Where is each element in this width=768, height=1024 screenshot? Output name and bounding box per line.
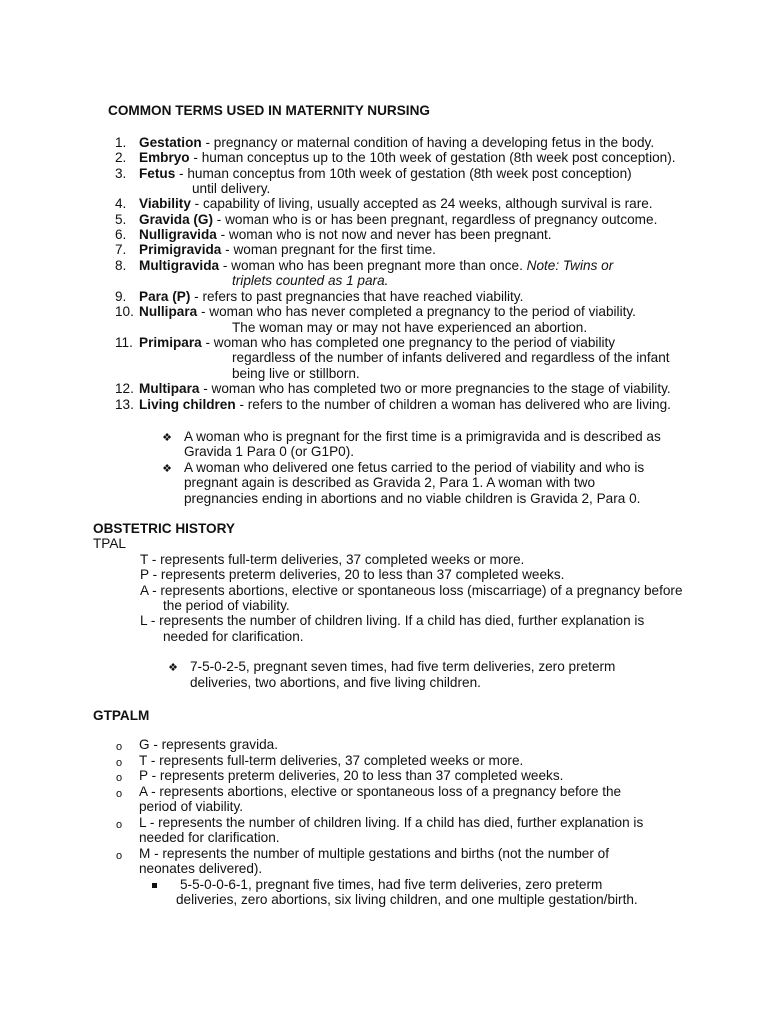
definition: - woman who has completed one pregnancy to the period of viability — [201, 335, 616, 350]
definition-continued: until delivery. — [192, 181, 271, 196]
list-number: 10. — [115, 304, 134, 319]
gtpalm-item: G - represents gravida. — [139, 737, 279, 752]
section-title-obstetric-history: OBSTETRIC HISTORY — [93, 521, 235, 536]
circle-bullet-icon: o — [115, 788, 123, 800]
list-item-primipara — [139, 335, 615, 351]
list-number: 3. — [115, 166, 127, 181]
term: Primipara — [139, 335, 202, 350]
list-item-primigravida — [139, 242, 436, 258]
list-item-para — [139, 289, 523, 305]
note-line: A woman who is pregnant for the first time is a primigravida and is described as — [184, 429, 661, 444]
diamond-bullet-icon: ❖ — [162, 432, 172, 444]
list-item-multipara — [139, 381, 671, 397]
circle-bullet-icon: o — [115, 772, 123, 784]
list-number: 8. — [115, 258, 127, 273]
term: Fetus — [139, 166, 176, 181]
gtpalm-item-continued: neonates delivered). — [139, 861, 263, 876]
note-line: Gravida 1 Para 0 (or G1P0). — [184, 444, 354, 459]
list-item-nulligravida — [139, 227, 552, 243]
circle-bullet-icon: o — [115, 741, 123, 753]
circle-bullet-icon: o — [115, 850, 123, 862]
gtpalm-item: M - represents the number of multiple gestations and births (not the number of — [139, 846, 609, 861]
note-line: pregnancies ending in abortions and no viable children is Gravida 2, Para 0. — [184, 491, 641, 506]
note: Note: Twins or — [526, 258, 614, 273]
list-number: 7. — [115, 242, 127, 257]
gtpalm-example-line: 5-5-0-0-6-1, pregnant five times, had five term deliveries, zero preterm — [180, 877, 603, 892]
list-item-fetus — [139, 166, 632, 182]
term: Multigravida — [139, 258, 220, 273]
square-bullet-icon — [152, 883, 157, 888]
list-number: 12. — [115, 381, 134, 396]
term: Gravida (G) — [139, 212, 214, 227]
tpal-item: T - represents full-term deliveries, 37 completed weeks or more. — [140, 552, 525, 567]
gtpalm-item: A - represents abortions, elective or spontaneous loss of a pregnancy before the — [139, 784, 622, 799]
circle-bullet-icon: o — [115, 757, 123, 769]
definition: - refers to past pregnancies that have reached viability. — [190, 289, 524, 304]
gtpalm-example-line: deliveries, zero abortions, six living children, and one multiple gestation/birth. — [176, 892, 638, 907]
term: Embryo — [139, 150, 190, 165]
definition: - human conceptus up to the 10th week of gestation (8th week post conception). — [189, 150, 676, 165]
list-item-gravida — [139, 212, 657, 228]
definition: - woman pregnant for the first time. — [221, 242, 436, 257]
definition: - woman who is not now and never has been pregnant. — [216, 227, 552, 242]
list-number: 6. — [115, 227, 127, 242]
tpal-item-continued: needed for clarification. — [163, 629, 304, 644]
definition: - refers to the number of children a woman has delivered who are living. — [235, 397, 671, 412]
gtpalm-item: L - represents the number of children living. If a child has died, further explanation is — [139, 815, 644, 830]
section-subtitle-tpal: TPAL — [93, 536, 126, 551]
term: Para (P) — [139, 289, 191, 304]
list-item-embryo — [139, 150, 676, 166]
list-number: 1. — [115, 135, 127, 150]
term: Gestation — [139, 135, 202, 150]
section-title-gtpalm: GTPALM — [93, 708, 150, 723]
definition: - pregnancy or maternal condition of having a developing fetus in the body. — [201, 135, 655, 150]
list-number: 13. — [115, 397, 134, 412]
tpal-item: L - represents the number of children living. If a child has died, further explanation is — [140, 613, 645, 628]
definition: - capability of living, usually accepted as 24 weeks, although survival is rare. — [190, 196, 653, 211]
circle-bullet-icon: o — [115, 819, 123, 831]
list-number: 2. — [115, 150, 127, 165]
note-line: A woman who delivered one fetus carried to the period of viability and who is — [184, 460, 645, 475]
tpal-item-continued: the period of viability. — [163, 598, 290, 613]
definition: - woman who has never completed a pregnancy to the period of viability. — [197, 304, 636, 319]
term: Living children — [139, 397, 236, 412]
definition-continued: being live or stillborn. — [232, 366, 360, 381]
list-item-gestation — [139, 135, 654, 151]
list-item-living-children — [139, 397, 671, 413]
list-number: 5. — [115, 212, 127, 227]
definition: - human conceptus from 10th week of gestation (8th week post conception) — [175, 166, 632, 181]
definition-continued: The woman may or may not have experienced an abortion. — [232, 320, 588, 335]
list-number: 4. — [115, 196, 127, 211]
definition-continued: regardless of the number of infants delivered and regardless of the infant — [232, 350, 670, 365]
tpal-item: P - represents preterm deliveries, 20 to less than 37 completed weeks. — [140, 567, 565, 582]
note-line: pregnant again is described as Gravida 2, Para 1. A woman with two — [184, 475, 596, 490]
diamond-bullet-icon: ❖ — [162, 463, 172, 475]
diamond-bullet-icon: ❖ — [168, 662, 178, 674]
list-item-viability — [139, 196, 653, 212]
gtpalm-item: T - represents full-term deliveries, 37 completed weeks or more. — [139, 753, 524, 768]
term: Primigravida — [139, 242, 222, 257]
list-number: 11. — [115, 335, 133, 350]
tpal-item: A - represents abortions, elective or spontaneous loss (miscarriage) of a pregnancy before — [140, 583, 683, 598]
term: Multipara — [139, 381, 200, 396]
gtpalm-item-continued: needed for clarification. — [139, 830, 280, 845]
tpal-example-line: deliveries, two abortions, and five living children. — [190, 675, 481, 690]
section-title-terms: COMMON TERMS USED IN MATERNITY NURSING — [108, 103, 430, 118]
term: Nulligravida — [139, 227, 217, 242]
term: Viability — [139, 196, 191, 211]
list-item-nullipara — [139, 304, 636, 320]
note-continued: triplets counted as 1 para. — [232, 273, 389, 288]
list-item-multigravida — [139, 258, 613, 274]
definition: - woman who is or has been pregnant, regardless of pregnancy outcome. — [213, 212, 658, 227]
tpal-example-line: 7-5-0-2-5, pregnant seven times, had five term deliveries, zero preterm — [190, 659, 616, 674]
definition: - woman who has been pregnant more than once. — [219, 258, 527, 273]
term: Nullipara — [139, 304, 198, 319]
definition: - woman who has completed two or more pregnancies to the stage of viability. — [199, 381, 671, 396]
list-number: 9. — [115, 289, 127, 304]
gtpalm-item: P - represents preterm deliveries, 20 to less than 37 completed weeks. — [139, 768, 564, 783]
gtpalm-item-continued: period of viability. — [139, 799, 244, 814]
